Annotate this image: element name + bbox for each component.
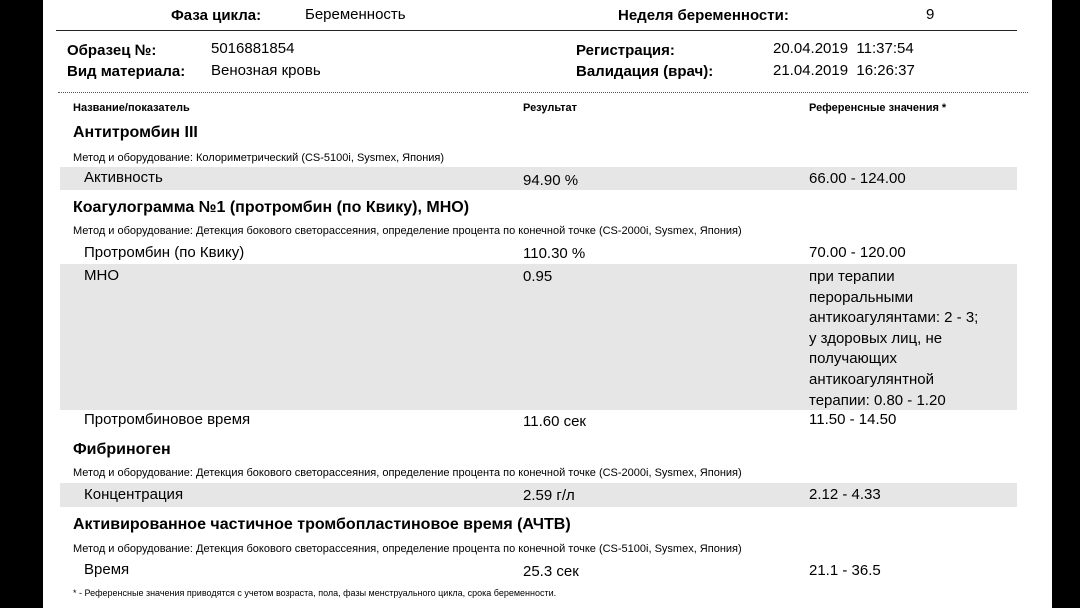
column-header-reference: Референсные значения * — [809, 102, 947, 114]
row-name-prothrombin-time: Протромбиновое время — [84, 411, 251, 428]
row-name-concentration: Концентрация — [84, 486, 184, 503]
lab-report-page — [43, 0, 1052, 608]
sample-label: Образец №: — [67, 42, 157, 59]
registration-label: Регистрация: — [576, 42, 675, 59]
column-header-result: Результат — [523, 102, 578, 114]
row-result-time: 25.3 сек — [523, 563, 579, 580]
header-divider — [56, 30, 1017, 31]
material-value: Венозная кровь — [211, 62, 321, 79]
row-name-inr: МНО — [84, 267, 119, 284]
section-method-antithrombin: Метод и оборудование: Колориметрический (CS-5100i, Sysmex, Япония) — [73, 152, 445, 164]
row-name-time: Время — [84, 561, 130, 578]
row-reference-prothrombin: 70.00 - 120.00 — [809, 244, 906, 261]
pregnancy-week-value: 9 — [926, 6, 935, 23]
row-reference-inr: при терапии пероральными антикоагулянтами: 2 - 3; у здоровых лиц, не получающих антикоагулянтной терапии: 0.80 - 1.20 — [809, 268, 979, 409]
pregnancy-week-label: Неделя беременности: — [618, 7, 789, 24]
section-method-fibrinogen: Метод и оборудование: Детекция бокового светорассеяния, определение процента по конечной точке (CS-2000i, Sysmex, Япония) — [73, 467, 742, 479]
row-result-activity: 94.90 % — [523, 172, 579, 189]
column-header-name: Название/показатель — [73, 102, 190, 114]
row-reference-activity: 66.00 - 124.00 — [809, 170, 906, 187]
material-label: Вид материала: — [67, 63, 186, 80]
cycle-phase-label: Фаза цикла: — [171, 7, 262, 24]
row-reference-prothrombin-time: 11.50 - 14.50 — [809, 411, 897, 428]
section-title-aptt: Активированное частичное тромбопластиновое время (АЧТВ) — [73, 516, 571, 533]
validation-label: Валидация (врач): — [576, 63, 714, 80]
section-title-fibrinogen: Фибриноген — [73, 441, 171, 458]
row-name-activity: Активность — [84, 169, 163, 186]
section-title-coagulogram: Коагулограмма №1 (протромбин (по Квику), МНО) — [73, 199, 470, 216]
section-title-antithrombin: Антитромбин III — [73, 124, 198, 141]
dotted-divider — [58, 92, 1028, 93]
sample-value: 5016881854 — [211, 40, 295, 57]
cycle-phase-value: Беременность — [305, 6, 406, 23]
row-reference-time: 21.1 - 36.5 — [809, 562, 881, 579]
row-name-prothrombin: Протромбин (по Квику) — [84, 244, 245, 261]
row-reference-concentration: 2.12 - 4.33 — [809, 486, 881, 503]
row-result-prothrombin: 110.30 % — [523, 245, 586, 262]
registration-value: 20.04.2019 11:37:54 — [773, 40, 914, 57]
row-result-concentration: 2.59 г/л — [523, 487, 575, 504]
row-result-prothrombin-time: 11.60 сек — [523, 413, 586, 430]
validation-value: 21.04.2019 16:26:37 — [773, 62, 915, 79]
section-method-aptt: Метод и оборудование: Детекция бокового светорассеяния, определение процента по конечной точке (CS-5100i, Sysmex, Япония) — [73, 543, 742, 555]
section-method-coagulogram: Метод и оборудование: Детекция бокового светорассеяния, определение процента по конечной точке (CS-2000i, Sysmex, Япония) — [73, 225, 742, 237]
footnote: * - Референсные значения приводятся с учетом возраста, пола, фазы менструального цикла, срока беременности. — [73, 588, 557, 598]
row-result-inr: 0.95 — [523, 268, 553, 285]
